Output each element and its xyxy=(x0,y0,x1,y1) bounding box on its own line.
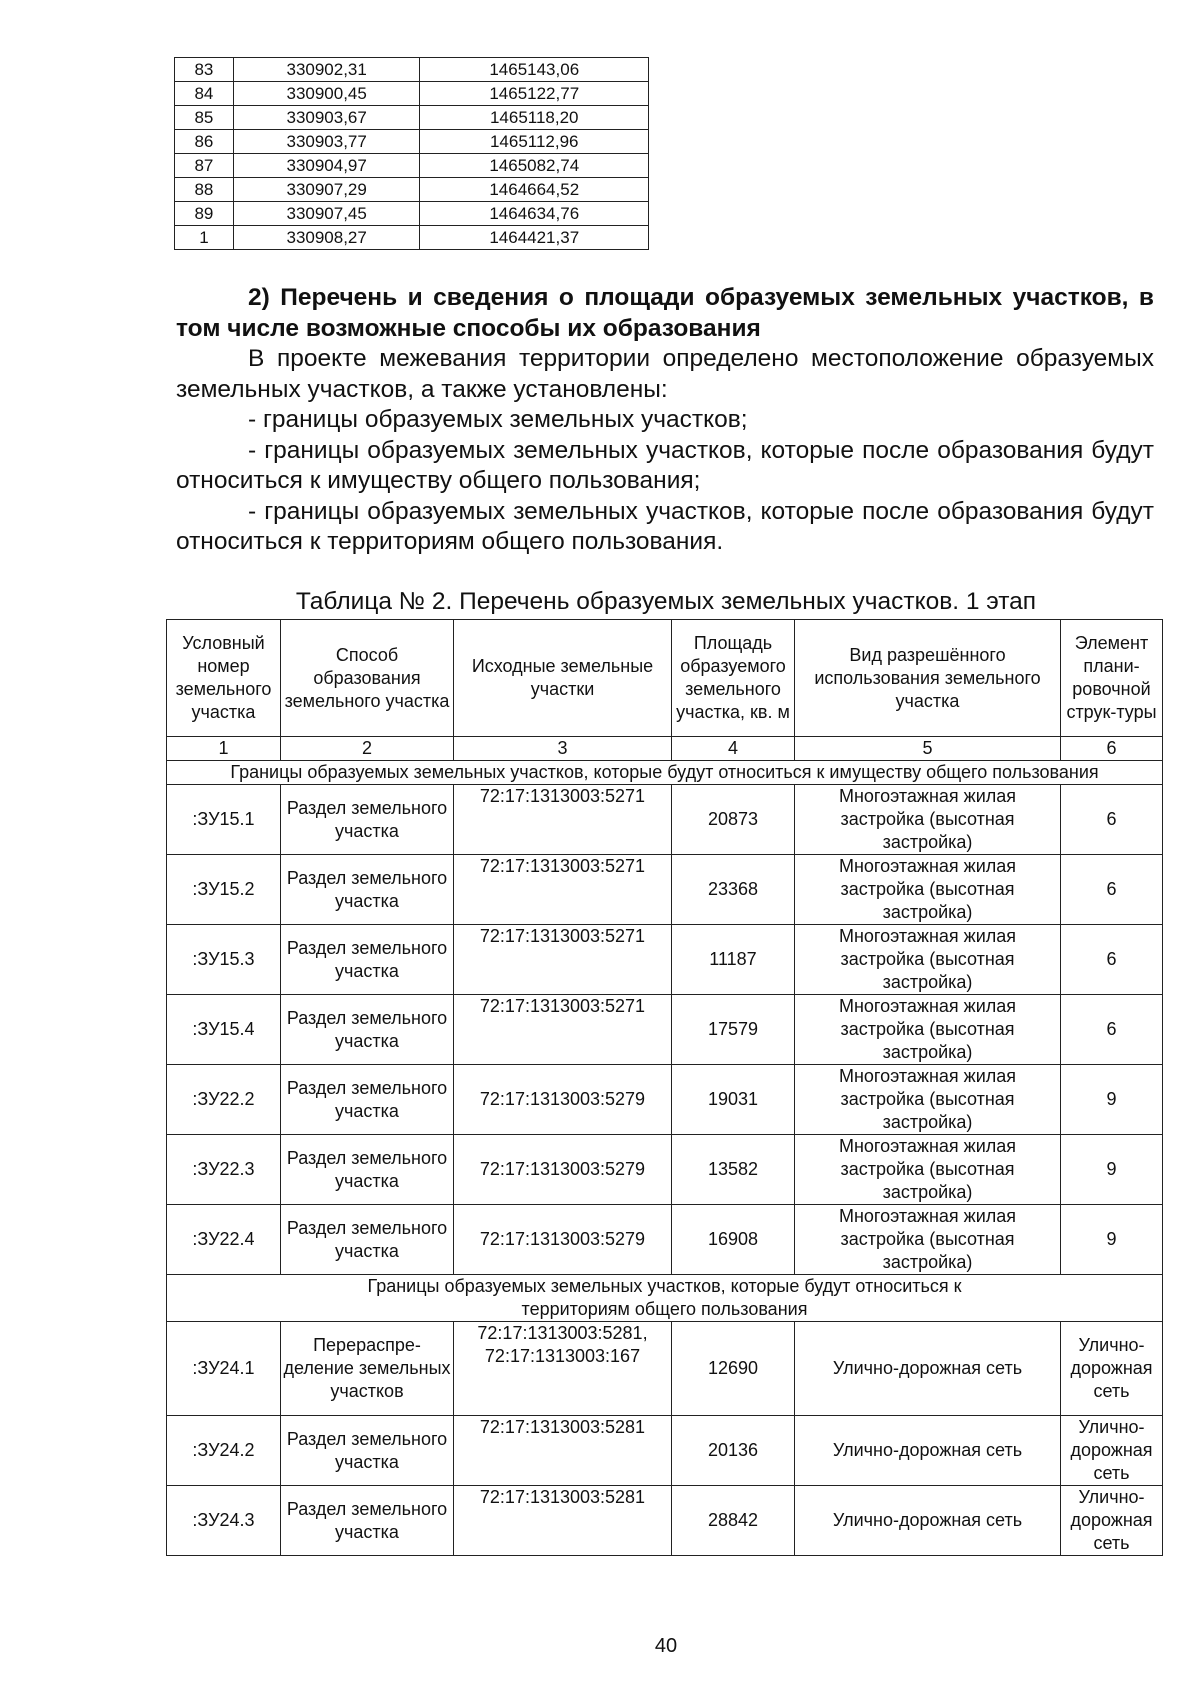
table-cell: Многоэтажная жилая застройка (высотная застройка) xyxy=(795,1065,1061,1135)
coordinate-cell: 1464664,52 xyxy=(420,178,649,202)
table-cell: 20136 xyxy=(672,1416,795,1486)
coordinate-cell: 330907,45 xyxy=(233,202,420,226)
column-number: 3 xyxy=(454,737,672,761)
coordinate-cell: 1464421,37 xyxy=(420,226,649,250)
table-row xyxy=(167,1486,1163,1556)
coordinate-cell: 330904,97 xyxy=(233,154,420,178)
coordinate-cell: 1465112,96 xyxy=(420,130,649,154)
table-cell: Улично-дорожная сеть xyxy=(795,1416,1061,1486)
section-item-3: - границы образуемых земельных участков, которые после образования будут относиться к территориям общего пользования. xyxy=(176,497,1154,555)
table-row xyxy=(167,1065,1163,1135)
table-cell: 72:17:1313003:5279 xyxy=(454,1205,672,1275)
coordinate-row xyxy=(175,130,649,154)
table-cell: Раздел земельного участка xyxy=(281,855,454,925)
table-cell: :ЗУ24.1 xyxy=(167,1322,281,1416)
table-cell: Раздел земельного участка xyxy=(281,995,454,1065)
table-cell: 13582 xyxy=(672,1135,795,1205)
coordinate-row xyxy=(175,178,649,202)
table-cell: 9 xyxy=(1061,1205,1163,1275)
coordinate-row xyxy=(175,154,649,178)
table-cell: 6 xyxy=(1061,995,1163,1065)
page-number: 40 xyxy=(654,1635,678,1657)
table-cell: :ЗУ24.3 xyxy=(167,1486,281,1556)
column-number: 6 xyxy=(1061,737,1163,761)
coordinate-row xyxy=(175,106,649,130)
table-cell: Раздел земельного участка xyxy=(281,925,454,995)
table-cell: Раздел земельного участка xyxy=(281,1065,454,1135)
group-row xyxy=(167,761,1163,785)
coordinate-cell: 83 xyxy=(175,58,234,82)
coordinate-cell: 330907,29 xyxy=(233,178,420,202)
coordinate-cell: 330900,45 xyxy=(233,82,420,106)
table-cell: Многоэтажная жилая застройка (высотная застройка) xyxy=(795,995,1061,1065)
section-intro: В проекте межевания территории определено местоположение образуемых земельных участков, а также установлены: xyxy=(176,345,1154,403)
coordinate-cell: 1464634,76 xyxy=(420,202,649,226)
table-row xyxy=(167,1416,1163,1486)
table-cell: Многоэтажная жилая застройка (высотная застройка) xyxy=(795,855,1061,925)
coordinate-cell: 330908,27 xyxy=(233,226,420,250)
coordinate-row xyxy=(175,202,649,226)
table-cell: 17579 xyxy=(672,995,795,1065)
table-cell: 19031 xyxy=(672,1065,795,1135)
column-number: 1 xyxy=(167,737,281,761)
table-cell: :ЗУ15.4 xyxy=(167,995,281,1065)
coordinate-cell: 1465082,74 xyxy=(420,154,649,178)
coordinate-cell: 330903,77 xyxy=(233,130,420,154)
table-cell: Раздел земельного участка xyxy=(281,785,454,855)
table-row xyxy=(167,1322,1163,1416)
table-cell: Улично-дорожная сеть xyxy=(1061,1486,1163,1556)
table-cell: Раздел земельного участка xyxy=(281,1486,454,1556)
table-cell: 9 xyxy=(1061,1065,1163,1135)
coordinate-cell: 87 xyxy=(175,154,234,178)
table-cell: Раздел земельного участка xyxy=(281,1205,454,1275)
table-cell: 12690 xyxy=(672,1322,795,1416)
table-cell: Раздел земельного участка xyxy=(281,1416,454,1486)
header-cell: Исходные земельные участки xyxy=(454,620,672,737)
coordinate-cell: 84 xyxy=(175,82,234,106)
table-cell: 11187 xyxy=(672,925,795,995)
coordinate-cell: 330902,31 xyxy=(233,58,420,82)
table-row xyxy=(167,995,1163,1065)
table-cell: 72:17:1313003:5281 xyxy=(454,1416,672,1486)
table-cell: :ЗУ15.1 xyxy=(167,785,281,855)
column-number: 5 xyxy=(795,737,1061,761)
table-row xyxy=(167,925,1163,995)
coordinate-cell: 1465122,77 xyxy=(420,82,649,106)
table-cell: :ЗУ22.4 xyxy=(167,1205,281,1275)
header-cell: Элемент плани-ровочной струк-туры xyxy=(1061,620,1163,737)
land-plots-table xyxy=(166,619,1163,1556)
section-item-1: - границы образуемых земельных участков; xyxy=(248,406,748,433)
table-cell: 20873 xyxy=(672,785,795,855)
column-number: 2 xyxy=(281,737,454,761)
section-heading: 2) Перечень и сведения о площади образуемых земельных участков, в том числе возможные способы их образования xyxy=(176,284,1154,342)
table-cell: Раздел земельного участка xyxy=(281,1135,454,1205)
table-cell: Многоэтажная жилая застройка (высотная застройка) xyxy=(795,1135,1061,1205)
section-item-2: - границы образуемых земельных участков, которые после образования будут относиться к имуществу общего пользования; xyxy=(176,436,1154,494)
table-cell: Перераспре-деление земельных участков xyxy=(281,1322,454,1416)
table-row xyxy=(167,855,1163,925)
table-cell: :ЗУ15.2 xyxy=(167,855,281,925)
land-plots-table-body xyxy=(167,620,1163,1556)
table-cell: Улично-дорожная сеть xyxy=(1061,1322,1163,1416)
coordinate-table-body xyxy=(175,58,649,250)
table-cell: Улично-дорожная сеть xyxy=(795,1322,1061,1416)
table-cell: 23368 xyxy=(672,855,795,925)
table-cell: 72:17:1313003:5281 xyxy=(454,1486,672,1556)
table-cell: 72:17:1313003:5271 xyxy=(454,995,672,1065)
table-cell: :ЗУ22.3 xyxy=(167,1135,281,1205)
column-number-row xyxy=(167,737,1163,761)
coordinate-row xyxy=(175,82,649,106)
table-cell: 72:17:1313003:5271 xyxy=(454,925,672,995)
coordinate-cell: 86 xyxy=(175,130,234,154)
table-cell: 6 xyxy=(1061,785,1163,855)
table-row xyxy=(167,1205,1163,1275)
table-cell: Многоэтажная жилая застройка (высотная застройка) xyxy=(795,785,1061,855)
table-cell: 9 xyxy=(1061,1135,1163,1205)
table-cell: 72:17:1313003:5281, 72:17:1313003:167 xyxy=(454,1322,672,1416)
table-cell: Многоэтажная жилая застройка (высотная застройка) xyxy=(795,925,1061,995)
coordinate-table xyxy=(174,57,649,250)
header-cell: Площадь образуемого земельного участка, кв. м xyxy=(672,620,795,737)
coordinate-cell: 1 xyxy=(175,226,234,250)
section-text xyxy=(176,283,1154,558)
header-cell: Способ образования земельного участка xyxy=(281,620,454,737)
group-title: Границы образуемых земельных участков, которые будут относиться к имуществу общего пользования xyxy=(167,761,1163,785)
coordinate-cell: 1465143,06 xyxy=(420,58,649,82)
coordinate-row xyxy=(175,58,649,82)
table-row xyxy=(167,785,1163,855)
table-caption: Таблица № 2. Перечень образуемых земельных участков. 1 этап xyxy=(295,588,1037,615)
header-cell: Вид разрешённого использования земельного участка xyxy=(795,620,1061,737)
coordinate-cell: 89 xyxy=(175,202,234,226)
column-number: 4 xyxy=(672,737,795,761)
table-cell: 72:17:1313003:5279 xyxy=(454,1135,672,1205)
table-cell: 72:17:1313003:5271 xyxy=(454,785,672,855)
table-header-row xyxy=(167,620,1163,737)
table-cell: 72:17:1313003:5279 xyxy=(454,1065,672,1135)
coordinate-cell: 85 xyxy=(175,106,234,130)
table-cell: 72:17:1313003:5271 xyxy=(454,855,672,925)
coordinate-cell: 1465118,20 xyxy=(420,106,649,130)
coordinate-cell: 88 xyxy=(175,178,234,202)
table-cell: :ЗУ15.3 xyxy=(167,925,281,995)
header-cell: Условный номер земельного участка xyxy=(167,620,281,737)
table-cell: 28842 xyxy=(672,1486,795,1556)
table-cell: :ЗУ22.2 xyxy=(167,1065,281,1135)
table-cell: Многоэтажная жилая застройка (высотная застройка) xyxy=(795,1205,1061,1275)
table-cell: Улично-дорожная сеть xyxy=(1061,1416,1163,1486)
table-cell: 6 xyxy=(1061,925,1163,995)
table-cell: 16908 xyxy=(672,1205,795,1275)
table-row xyxy=(167,1135,1163,1205)
group-title: Границы образуемых земельных участков, которые будут относиться к территориям общего пользования xyxy=(167,1275,1163,1322)
coordinate-row xyxy=(175,226,649,250)
table-cell: 6 xyxy=(1061,855,1163,925)
group-row xyxy=(167,1275,1163,1322)
coordinate-cell: 330903,67 xyxy=(233,106,420,130)
table-cell: Улично-дорожная сеть xyxy=(795,1486,1061,1556)
table-cell: :ЗУ24.2 xyxy=(167,1416,281,1486)
